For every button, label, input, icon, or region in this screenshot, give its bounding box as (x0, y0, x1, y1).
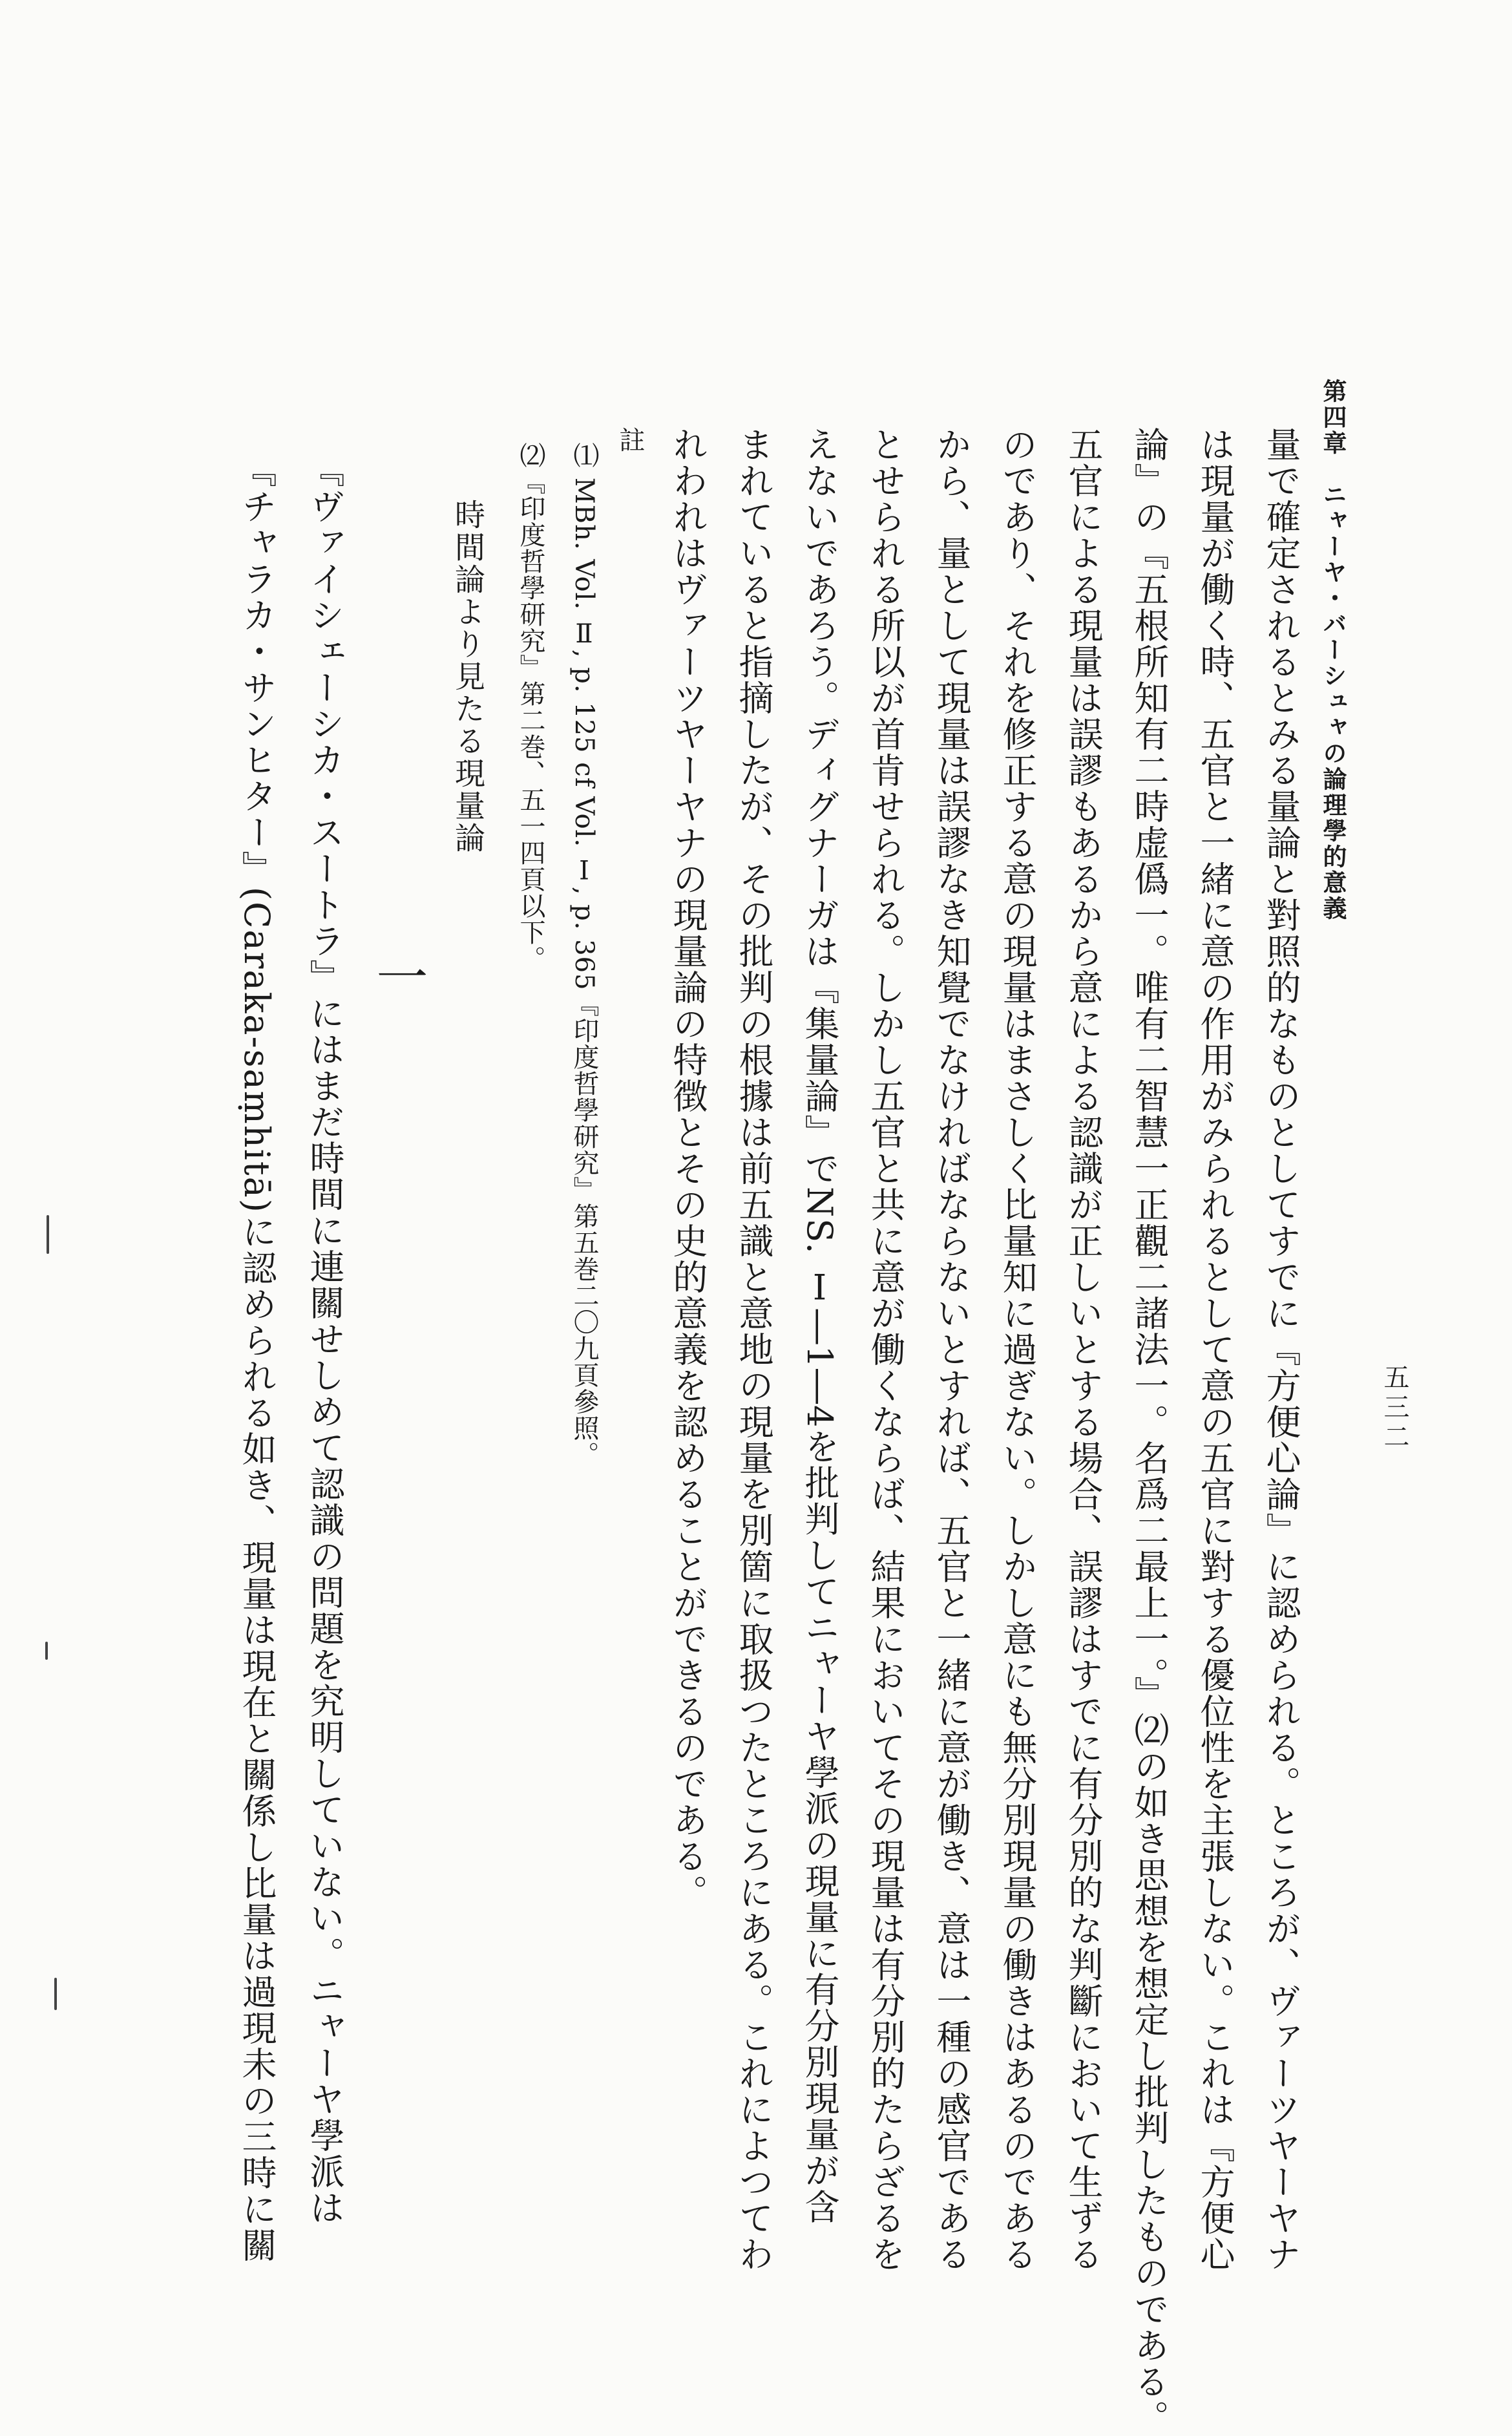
body-line: は現量が働く時、五官と一緒に意の作用がみられるとして意の五官に對する優位性を主張しない。これは『方便心 (1195, 427, 1235, 2272)
section-number: 一 (368, 950, 428, 1002)
page-number: 五三二 (1380, 1364, 1409, 1453)
notes-label: 註 (615, 427, 645, 452)
section-line: 『チャラカ・サンヒター』(Caraka-saṃhitā)に認められる如き、現量は現在と關係し比量は過現未の三時に關 (236, 452, 277, 2263)
body-line: 量で確定されるとみる量論と對照的なものとしてすでに『方便心論』に認められる。ところが、ヴァーツヤーヤナ (1261, 427, 1301, 2272)
body-line: のであり、それを修正する意の現量はまさしく比量知に過ぎない。しかし意にも無分別現量の働きはあるのである (997, 427, 1038, 2272)
body-line: から、量として現量は誤謬なき知覺でなければならないとすれば、五官と一緒に意が働き、意は一種の感官である (931, 427, 972, 2272)
note-item: ⑵『印度哲學研究』第二巻、五一四頁以下。 (516, 442, 545, 972)
body-line: 論』の『五根所知有二時虚僞一。唯有二智慧一正觀二諸法一。名爲二最上一。』⑵の如き思想を想定し批判したものである。 (1129, 427, 1170, 2436)
body-line: れわれはヴァーツヤーヤナの現量論の特徴とその史的意義を認めることができるのである。 (667, 427, 708, 1911)
body-line: えないであろう。ディグナーガは『集量論』でNS. Ⅰ―1―4を批判してニャーヤ學派の現量に有分別現量が含 (799, 427, 840, 2225)
scan-margin-mark (45, 1642, 48, 1660)
scan-margin-mark (47, 1215, 49, 1254)
section-line: 『ヴァイシェーシカ・スートラ』にはまだ時間に連關せしめて認識の問題を究明していない。ニャーヤ學派は (304, 452, 345, 2226)
chapter-header: 第四章 ニャーヤ・バーシュャの論理學的意義 (1319, 379, 1347, 922)
section-title: 時間論より見たる現量論 (450, 499, 485, 854)
scan-margin-mark (54, 1978, 57, 2010)
body-line: まれていると指摘したが、その批判の根據は前五識と意地の現量を別箇に取扱つたところにある。これによつてわ (733, 427, 774, 2272)
body-line: 五官による現量は誤謬もあるから意による認識が正しいとする場合、誤謬はすでに有分別的な判斷において生ずる (1063, 427, 1104, 2272)
note-item: ⑴ MBh. Vol. Ⅱ, p. 125 cf Vol. Ⅰ, p. 365『印度哲學研究』第五巻二〇九頁參照。 (569, 442, 599, 1468)
body-line: とせられる所以が首肯せられる。しかし五官と共に意が働くならば、結果においてその現量は有分別的たらざるを (865, 427, 906, 2272)
